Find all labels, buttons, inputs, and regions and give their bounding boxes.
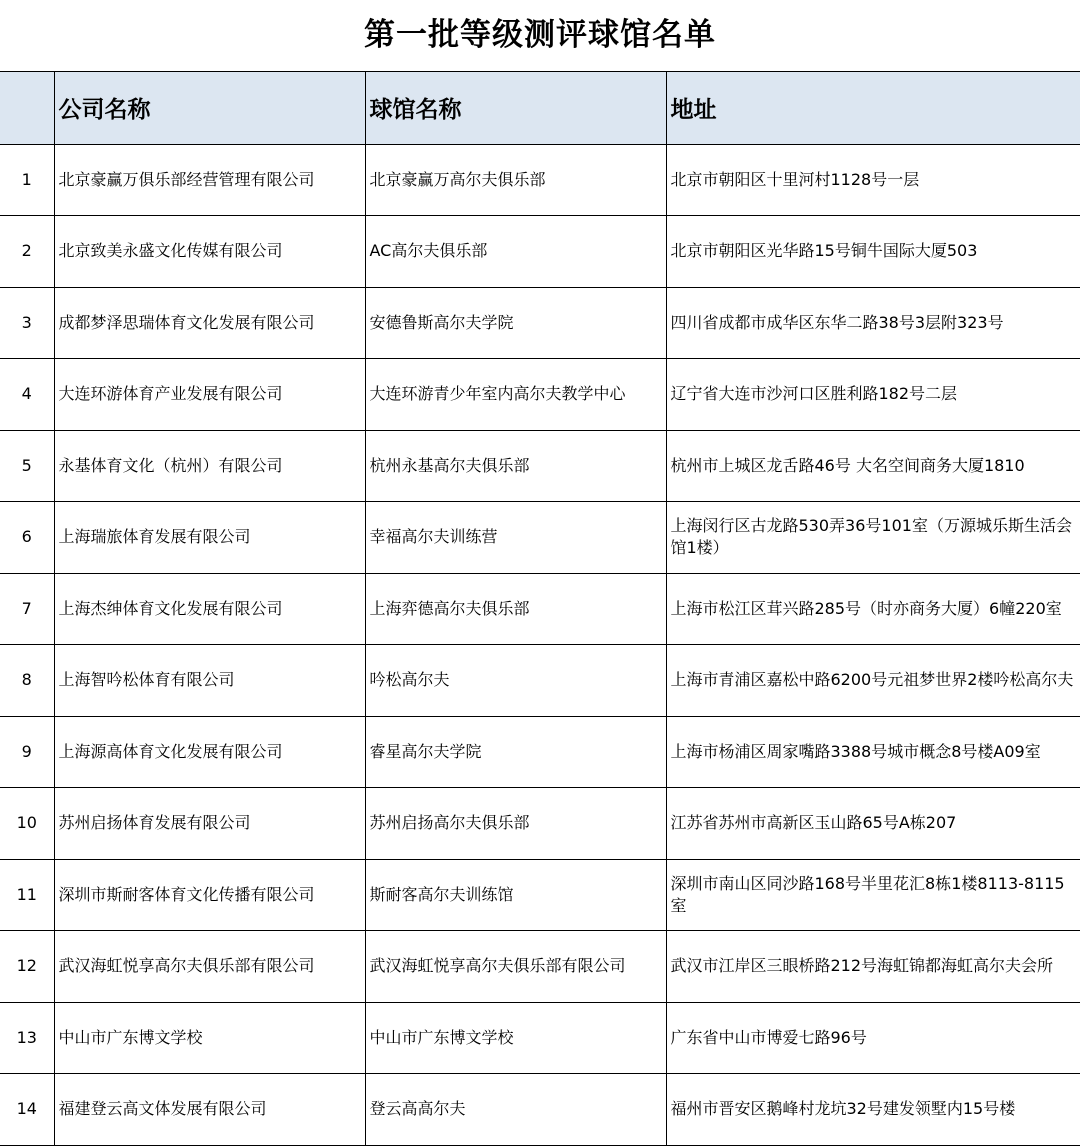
table-row [0,287,1080,359]
venue-cell: 睿星高尔夫学院 [365,716,666,788]
address-cell: 四川省成都市成华区东华二路38号3层附323号 [666,287,1080,359]
row-index: 2 [0,216,54,288]
address-cell: 上海闵行区古龙路530弄36号101室（万源城乐斯生活会馆1楼） [666,502,1080,574]
table-row [0,716,1080,788]
row-index: 12 [0,931,54,1003]
company-cell: 上海杰绅体育文化发展有限公司 [54,573,365,645]
row-index: 3 [0,287,54,359]
address-cell: 上海市青浦区嘉松中路6200号元祖梦世界2楼吟松高尔夫 [666,645,1080,717]
row-index: 14 [0,1074,54,1146]
row-index: 1 [0,144,54,216]
address-cell: 深圳市南山区同沙路168号半里花汇8栋1楼8113-8115 室 [666,859,1080,931]
table-row [0,144,1080,216]
venue-cell: 大连环游青少年室内高尔夫教学中心 [365,359,666,431]
table-row [0,931,1080,1003]
venue-cell: 登云高高尔夫 [365,1074,666,1146]
table-row [0,788,1080,860]
company-cell: 北京致美永盛文化传媒有限公司 [54,216,365,288]
row-index: 8 [0,645,54,717]
venue-cell: AC高尔夫俱乐部 [365,216,666,288]
table-row [0,573,1080,645]
venue-cell: 杭州永基高尔夫俱乐部 [365,430,666,502]
header-index [0,72,54,144]
company-cell: 上海源高体育文化发展有限公司 [54,716,365,788]
address-cell: 北京市朝阳区光华路15号铜牛国际大厦503 [666,216,1080,288]
venue-table [0,72,1080,1146]
venue-cell: 武汉海虹悦享高尔夫俱乐部有限公司 [365,931,666,1003]
header-address: 地址 [666,72,1080,144]
company-cell: 北京豪赢万俱乐部经营管理有限公司 [54,144,365,216]
row-index: 4 [0,359,54,431]
row-index: 6 [0,502,54,574]
company-cell: 大连环游体育产业发展有限公司 [54,359,365,431]
address-cell: 武汉市江岸区三眼桥路212号海虹锦都海虹高尔夫会所 [666,931,1080,1003]
address-cell: 上海市松江区茸兴路285号（时亦商务大厦）6幢220室 [666,573,1080,645]
venue-cell: 北京豪赢万高尔夫俱乐部 [365,144,666,216]
venue-cell: 上海弈德高尔夫俱乐部 [365,573,666,645]
row-index: 7 [0,573,54,645]
header-row [0,72,1080,144]
address-cell: 杭州市上城区龙舌路46号 大名空间商务大厦1810 [666,430,1080,502]
table-row [0,359,1080,431]
address-cell: 福州市晋安区鹅峰村龙坑32号建发领墅内15号楼 [666,1074,1080,1146]
row-index: 13 [0,1002,54,1074]
row-index: 9 [0,716,54,788]
table-row [0,502,1080,574]
venue-cell: 安德鲁斯高尔夫学院 [365,287,666,359]
venue-cell: 中山市广东博文学校 [365,1002,666,1074]
address-cell: 江苏省苏州市高新区玉山路65号A栋207 [666,788,1080,860]
address-cell: 北京市朝阳区十里河村1128号一层 [666,144,1080,216]
header-venue: 球馆名称 [365,72,666,144]
company-cell: 武汉海虹悦享高尔夫俱乐部有限公司 [54,931,365,1003]
address-cell: 上海市杨浦区周家嘴路3388号城市概念8号楼A09室 [666,716,1080,788]
title-row [0,0,1080,72]
company-cell: 成都梦泽思瑞体育文化发展有限公司 [54,287,365,359]
row-index: 5 [0,430,54,502]
company-cell: 福建登云高文体发展有限公司 [54,1074,365,1146]
address-cell: 辽宁省大连市沙河口区胜利路182号二层 [666,359,1080,431]
venue-cell: 吟松高尔夫 [365,645,666,717]
table-row [0,645,1080,717]
company-cell: 深圳市斯耐客体育文化传播有限公司 [54,859,365,931]
company-cell: 上海瑞旅体育发展有限公司 [54,502,365,574]
venue-cell: 幸福高尔夫训练营 [365,502,666,574]
table-row [0,430,1080,502]
table-row [0,1074,1080,1146]
row-index: 10 [0,788,54,860]
company-cell: 苏州启扬体育发展有限公司 [54,788,365,860]
table-row [0,216,1080,288]
table-row [0,859,1080,931]
company-cell: 中山市广东博文学校 [54,1002,365,1074]
company-cell: 上海智吟松体育有限公司 [54,645,365,717]
header-company: 公司名称 [54,72,365,144]
address-cell: 广东省中山市博爱七路96号 [666,1002,1080,1074]
venue-cell: 斯耐客高尔夫训练馆 [365,859,666,931]
page-title: 第一批等级测评球馆名单 [364,17,716,53]
company-cell: 永基体育文化（杭州）有限公司 [54,430,365,502]
table-row [0,1002,1080,1074]
row-index: 11 [0,859,54,931]
venue-cell: 苏州启扬高尔夫俱乐部 [365,788,666,860]
